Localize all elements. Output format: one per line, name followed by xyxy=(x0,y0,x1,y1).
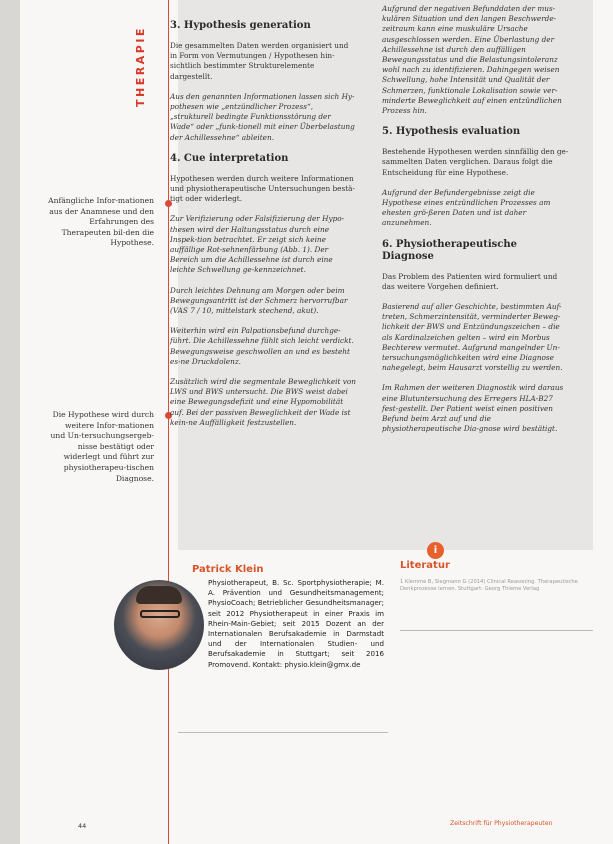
literature-title: Literatur xyxy=(400,560,450,571)
document-page xyxy=(20,0,613,844)
paragraph: Zusätzlich wird die segmentale Beweglichkeit von LWS und BWS untersucht. Die BWS weist dabei eine Bewegungsdefizit und eine Hypomobilität auf. Bei der passiven Beweglichkeit der Wade ist kein-ne Auffälligkeit festzustellen. xyxy=(170,377,356,427)
heading-hypothesis-generation: 3. Hypothesis generation xyxy=(170,20,311,31)
margin-note-2: Die Hypothese wird durch weitere Infor-mationen und Un-tersuchungsergeb-nisse bestätigt oder widerlegt und führt zur physiotherapeu-tischen Diagnose. xyxy=(50,410,154,483)
section-label: THERAPIE xyxy=(133,26,147,107)
author-name: Patrick Klein xyxy=(192,564,264,575)
left-column xyxy=(170,20,357,438)
journal-footer: Zeitschrift für Physiotherapeuten xyxy=(450,820,553,827)
paragraph: Das Problem des Patienten wird formuliert und das weitere Vorgehen definiert. xyxy=(382,271,558,291)
margin-note-1: Anfängliche Infor-mationen aus der Anamnese und den Erfahrungen des Therapeuten bil-den die Hypothese. xyxy=(48,196,154,248)
heading-hypothesis-evaluation: 5. Hypothesis evaluation xyxy=(382,126,521,138)
author-bio: Physiotherapeut, B. Sc. Sportphysiotherapie; M. A. Prävention und Gesundheitsmanagement; PhysioCoach; Betrieblicher Gesundheitsmanager; seit 2012 Physiotherapeut in einer Praxis im Rhein-Main-Gebiet; seit 2015 Dozent an der Internationalen Berufsakademie in Darmstadt und der Internationalen Studien- und Berufsakademie in Stuttgart; seit 2016 Promovend. Kontakt: physio.klein@gmx.de xyxy=(208,578,384,669)
literature-entry: 1 Klemme B, Siegmann G (2014) Clinical Reasoning. Therapeutische Denkprozesse lernen. Stuttgart: Georg Thieme Verlag xyxy=(400,579,578,593)
page-number: 44 xyxy=(78,822,87,830)
paragraph: Im Rahmen der weiteren Diagnostik wird daraus eine Blutuntersuchung des Erregers HLA-B27 fest-gestellt. Der Patient weist einen positiven Befund beim Arzt auf und die physiotherapeutische Dia-gnose wird bestätigt. xyxy=(382,383,564,434)
paragraph: Aufgrund der Befundergebnisse zeigt die Hypothese eines entzündlichen Prozesses am ehesten grö-ßeren Daten und ist daher anzunehmen. xyxy=(382,187,551,228)
paragraph: Hypothesen werden durch weitere Informationen und physiotherapeutische Untersuchungen bestä-tigt oder widerlegt. xyxy=(170,173,355,204)
margin-rule xyxy=(168,0,169,844)
paragraph: Weiterhin wird ein Palpationsbefund durchge-führt. Die Achillessehne fühlt sich leicht verdickt. Bewegungsweise geschwollen an und es besteht es-ne Druckdolenz. xyxy=(170,326,354,366)
heading-cue-interpretation: 4. Cue interpretation xyxy=(170,152,289,164)
right-column xyxy=(382,4,569,445)
paragraph: Aus den genannten Informationen lassen sich Hy-pothesen wie „entzündlicher Prozess“, „strukturell bedingte Funktionsstörung der Wade“ oder „funk-tionell mit einer Überbelastung der Achillessehne“ ableiten. xyxy=(170,91,355,142)
literature-box xyxy=(400,560,593,631)
paragraph: Durch leichtes Dehnung am Morgen oder beim Bewegungsantritt ist der Schmerz hervorrufbar (VAS 7 / 10, mittelstark stechend, akut). xyxy=(170,285,348,316)
heading-diagnose: 6. Physiotherapeutische Diagnose xyxy=(382,238,518,262)
paragraph: Zur Verifizierung oder Falsifizierung der Hypo-thesen wird der Haltungsstatus durch eine Inspek-tion betrachtet. Er zeigt sich keine auffällige Rot-sehnenfärbung (Abb. 1). Der Bereich um die Achillessehne ist durch eine leichte Schwellung ge-kennzeichnet. xyxy=(170,214,345,275)
author-photo xyxy=(114,580,204,670)
info-icon: i xyxy=(427,542,444,559)
paragraph: Aufgrund der negativen Befunddaten der mus-kulären Situation und den langen Beschwerde-zeitraum kann eine muskuläre Ursache ausgeschlossen werden. Eine Überlastung der Achillessehne ist durch den auffälligen Bewegungsstatus und die Belastungsintoleranz wohl nach zu identifizieren. Dahingegen weisen Schwellung, hohe Intensität und Qualität der Schmerzen, funktionale Lokalisation sowie ver-minderte Beweglichkeit auf einen entzündlichen Prozess hin. xyxy=(382,4,562,116)
paragraph: Bestehende Hypothesen werden sinnfällig den ge-sammelten Daten verglichen. Daraus folgt die Entscheidung für eine Hypothese. xyxy=(382,147,569,177)
author-box xyxy=(178,560,388,733)
paragraph: Die gesammelten Daten werden organisiert und in Form von Vermutungen / Hypothesen hin-sichtlich bestimmter Strukturelemente dargestellt. xyxy=(170,41,349,81)
paragraph: Basierend auf aller Geschichte, bestimmten Auf-treten, Schmerzintensität, verminderter Beweg-lichkeit der BWS und Entzündungszeichen – die als Kardinalzeichen gelten – wird ein Morbus Bechterew vermutet. Aufgrund mangelnder Un-tersuchungsmöglichkeiten wird eine Diagnose nahegelegt, beim Hausarzt vorstellig zu werden. xyxy=(382,302,563,373)
